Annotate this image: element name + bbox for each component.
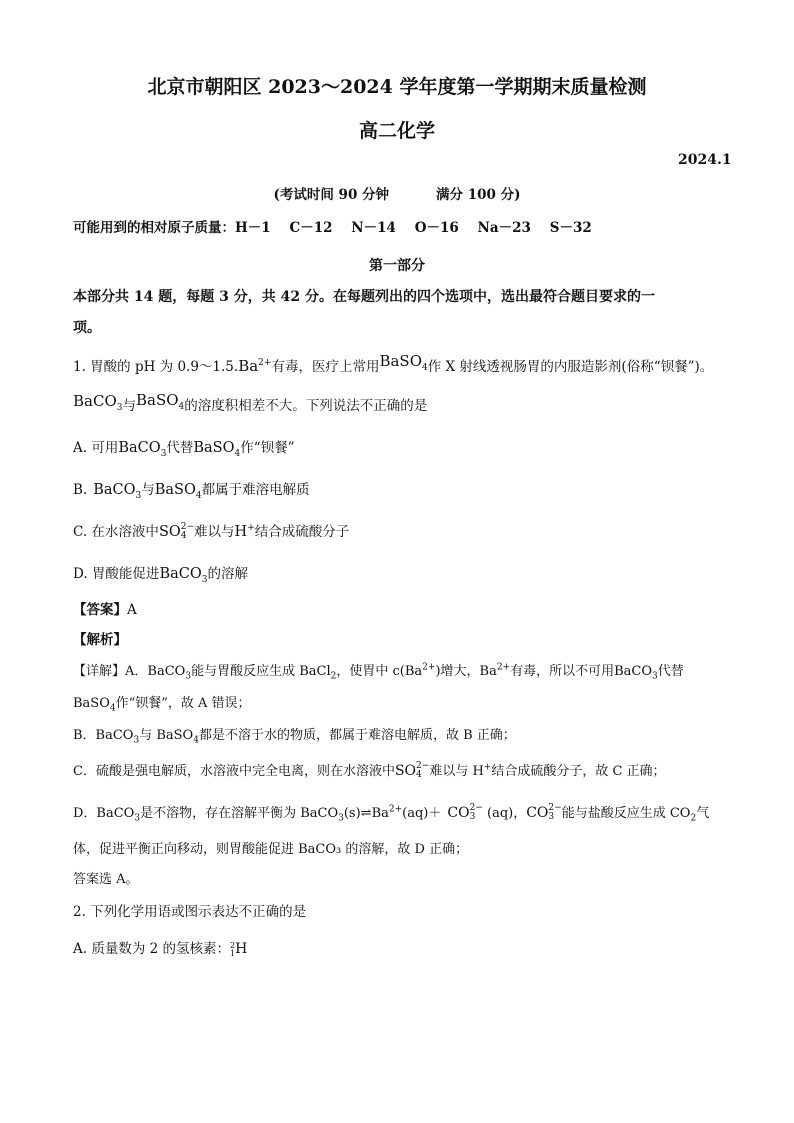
chem-charge: 2+ [258, 358, 272, 368]
chem-ba [238, 357, 271, 375]
opt-text: B. [73, 482, 88, 498]
chem-symbol: BaSO [379, 352, 422, 370]
exp-text: 是不溶物，存在溶解平衡为 BaCO [140, 806, 339, 821]
exp-text: 代替 [657, 664, 684, 679]
exp-text: (aq)＋ [402, 806, 442, 821]
chem-symbol: BaCO [93, 482, 136, 498]
chem-subscript: 4 [416, 770, 422, 780]
exp-text: 能与盐酸反应生成 CO [561, 806, 691, 821]
explanation-line4 [73, 760, 666, 780]
q2-option-a [73, 937, 247, 958]
chem-subscript: 4 [178, 402, 185, 412]
opt-text: D. 胃酸能促进 [73, 566, 160, 582]
q1-stem-line2 [73, 391, 428, 417]
exp-text: 能与胃酸反应生成 BaCl [191, 664, 331, 679]
chem-baso4 [193, 440, 241, 459]
chem-symbol: SO [158, 524, 181, 540]
chem-symbol: CO [526, 805, 549, 821]
chem-subscript: 4 [195, 490, 202, 501]
atomic-number: 1 [230, 948, 236, 958]
part-title: 第一部分 [369, 258, 425, 274]
exp-text: B．BaCO [73, 728, 134, 743]
chem-charge: + [247, 523, 255, 534]
chem-baco3 [93, 482, 142, 501]
chem-baso4 [135, 391, 185, 412]
chem-symbol: BaCO [73, 392, 117, 410]
opt-text: 难以与 [194, 524, 235, 540]
chem-baco3 [118, 440, 167, 459]
chem-subscript: 4 [180, 531, 187, 541]
q1-option-b [73, 478, 310, 501]
bracket-left: 【 [73, 664, 87, 679]
exp-text: 与 BaSO [139, 728, 194, 743]
q1-stem2-text-a: 与 [122, 398, 136, 414]
chem-symbol: BaSO [154, 482, 196, 498]
answer-label: 答案 [86, 602, 114, 618]
chem-charge: + [483, 762, 492, 773]
exam-title: 北京市朝阳区 2023～2024 学年度第一学期期末质量检测 [147, 76, 647, 98]
explanation-line6: 体，促进平衡正向移动，则胃酸能促进 BaCO₃ 的溶解，故 D 正确； [73, 842, 469, 857]
exp-text: 难以与 H [429, 764, 484, 779]
chem-symbol: BaSO [193, 440, 235, 456]
chem-baco3 [159, 566, 208, 585]
chem-subscript: 3 [134, 813, 141, 824]
exam-date: 2024.1 [678, 152, 732, 168]
q1-stem-line1 [73, 352, 714, 378]
opt-text: C. 在水溶液中 [73, 524, 159, 540]
chem-subscript: 3 [160, 448, 167, 459]
mass-number: 2 [230, 940, 236, 950]
chem-subscript: 2 [690, 813, 697, 824]
atomic-mass-text: 可能用到的相对原子质量：H－1 C－12 N－14 O－16 Na－23 S－32 [73, 220, 592, 236]
analysis-label-text: 解析 [86, 632, 114, 648]
exp-text: 有毒，所以不可用BaCO [510, 664, 653, 679]
explanation-line2 [73, 692, 251, 714]
chem-charge: 2− [548, 803, 562, 813]
chem-symbol: BaSO [135, 391, 179, 409]
chem-subscript: 3 [185, 671, 192, 682]
q1-stem-text-b: 有毒，医疗上常用 [271, 359, 380, 375]
chem-baco3 [73, 392, 123, 413]
exp-text: (aq)， [482, 806, 527, 821]
chem-symbol: BaCO [159, 566, 202, 582]
detail-label: 详解 [86, 664, 113, 679]
q1-option-c [73, 520, 349, 541]
chem-subscript: 2 [330, 671, 337, 682]
nuclide-symbol: H [235, 941, 248, 957]
exp-text: 都是不溶于水的物质，都属于难溶电解质，故 B 正确； [198, 728, 516, 743]
chem-charge: 2+ [422, 662, 436, 673]
conclusion-line: 答案选 A。 [73, 872, 139, 887]
chem-subscript: 3 [652, 671, 658, 682]
analysis-label [73, 628, 127, 648]
opt-text: 与 [141, 482, 155, 498]
chem-so4 [159, 524, 194, 540]
q1-stem-text-c: 作 X 射线透视肠胃的内服造影剂(俗称“钡餐”)。 [427, 359, 714, 375]
exp-text: D．BaCO [73, 806, 135, 821]
chem-subscript: 4 [234, 448, 241, 459]
exam-info: (考试时间 90 分钟 满分 100 分) [273, 187, 521, 203]
chem-subscript: 3 [338, 813, 344, 824]
exp-text: 作“钡餐”，故 A 错误； [115, 696, 251, 711]
q1-option-a [73, 436, 295, 459]
q2-stem: 2. 下列化学用语或图示表达不正确的是 [73, 904, 307, 920]
opt-text: A. 可用 [73, 440, 119, 456]
chem-subscript: 3 [133, 735, 140, 746]
opt-text: 都属于难溶电解质 [201, 482, 310, 498]
explanation-line1 [73, 660, 684, 682]
bracket-right: 】 [112, 664, 126, 679]
chem-symbol: Ba [238, 357, 259, 375]
exp-text: )增大，Ba [435, 664, 497, 679]
bracket-right: 】 [113, 632, 127, 648]
chem-subscript: 3 [135, 490, 142, 501]
chem-h-plus [235, 524, 255, 540]
exp-text: A．BaCO [125, 664, 186, 679]
bracket-right: 】 [113, 602, 127, 618]
chem-subscript: 3 [548, 812, 555, 822]
chem-baso4 [154, 482, 202, 501]
opt-text: 的溶解 [207, 566, 248, 582]
exp-text: BaSO [73, 696, 110, 711]
chem-subscript: 4 [422, 363, 428, 373]
opt-text: A. 质量数为 2 的氢核素： [73, 941, 231, 957]
subject-title: 高二化学 [358, 120, 435, 142]
chem-charge: 2− [469, 803, 483, 813]
chem-subscript: 4 [109, 703, 116, 714]
chem-so4 [395, 763, 429, 779]
part-intro-line2: 项。 [73, 320, 101, 336]
chem-charge: 2+ [388, 804, 403, 815]
opt-text: 代替 [166, 440, 194, 456]
answer-value: A [127, 602, 137, 618]
chem-baso4 [379, 352, 428, 373]
opt-text: 结合成硫酸分子 [254, 524, 350, 540]
chem-symbol: BaCO [118, 440, 161, 456]
chem-charge: 2− [180, 522, 195, 532]
atomic-mass-line [73, 216, 592, 236]
chem-subscript: 4 [193, 735, 199, 746]
exp-text: (s)⇌Ba [343, 806, 389, 821]
chem-symbol: SO [394, 763, 417, 779]
exp-text: 气 [696, 806, 710, 821]
chem-symbol: CO [447, 805, 470, 821]
chem-subscript: 3 [201, 574, 208, 585]
bracket-left: 【 [73, 602, 87, 618]
exp-text: C．硫酸是强电解质，水溶液中完全电离，则在水溶液中 [73, 764, 395, 779]
chem-symbol: H [234, 524, 248, 540]
explanation-line5 [73, 802, 709, 824]
explanation-line3 [73, 724, 516, 746]
chem-co3 [447, 805, 482, 821]
q1-stem-text-a: 1. 胃酸的 pH 为 0.9～1.5. [73, 359, 239, 375]
part-intro-line1: 本部分共 14 题，每题 3 分，共 42 分。在每题列出的四个选项中，选出最符合题目要求的一 [73, 289, 655, 305]
chem-charge: 2− [416, 761, 430, 771]
bracket-left: 【 [73, 632, 87, 648]
chem-subscript: 3 [116, 403, 123, 413]
q1-option-d [73, 562, 248, 585]
answer-line [73, 598, 137, 618]
chem-co3 [526, 805, 561, 821]
opt-text: 作“钡餐” [240, 440, 295, 456]
chem-charge: 2+ [496, 662, 511, 673]
chem-subscript: 3 [469, 812, 476, 822]
q1-stem2-text-b: 的溶度积相差不大。下列说法不正确的是 [184, 398, 428, 414]
exp-text: 结合成硫酸分子，故 C 正确； [491, 764, 666, 779]
exp-text: ，使胃中 c(Ba [336, 664, 423, 679]
